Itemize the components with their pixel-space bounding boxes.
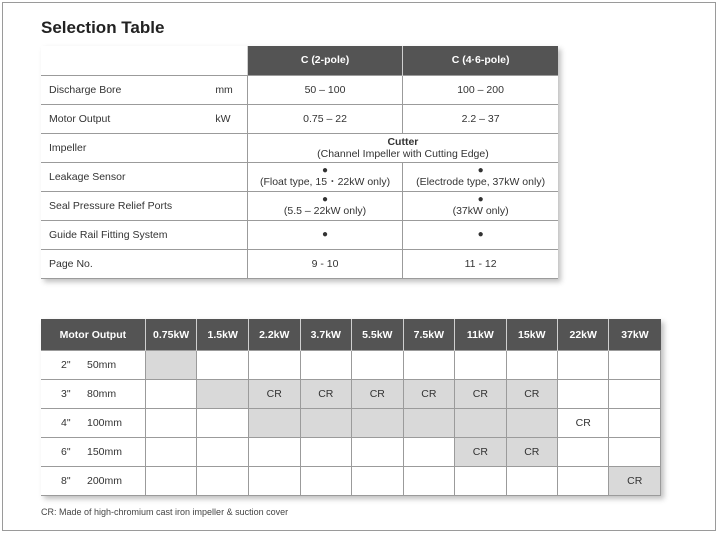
availability-cell: CR [248, 380, 300, 409]
availability-cell [455, 409, 506, 438]
bore-row [41, 409, 661, 438]
availability-cell [558, 438, 609, 467]
row-unit [209, 191, 247, 220]
bore-inch: 6" [61, 446, 71, 458]
bullet-icon: ● [477, 164, 484, 176]
availability-cell [352, 467, 404, 496]
bullet-icon: ● [322, 193, 329, 205]
availability-cell: CR [455, 438, 506, 467]
value-text: 0.75 – 22 [303, 112, 347, 125]
value-cell [247, 162, 402, 191]
value-cell [247, 249, 402, 278]
row-label: Leakage Sensor [41, 162, 209, 191]
value-text: 11 - 12 [464, 257, 497, 270]
bore-row [41, 351, 661, 380]
output-col-header: 22kW [558, 319, 609, 351]
value-cell [403, 104, 558, 133]
availability-cell [145, 409, 197, 438]
availability-cell [558, 351, 609, 380]
impeller-cell [247, 133, 558, 162]
selection-table [41, 46, 558, 279]
output-col-header: 15kW [506, 319, 557, 351]
bore-mm: 50mm [87, 359, 117, 371]
selection-row [41, 133, 558, 162]
availability-cell [558, 467, 609, 496]
availability-cell: CR [506, 380, 557, 409]
availability-cell: CR [609, 467, 661, 496]
availability-cell [248, 351, 300, 380]
availability-cell [352, 409, 404, 438]
availability-cell: CR [506, 438, 557, 467]
availability-cell [197, 467, 249, 496]
selection-row [41, 104, 558, 133]
availability-cell [300, 438, 352, 467]
row-label: Discharge Bore [41, 75, 209, 104]
availability-cell [558, 380, 609, 409]
availability-cell [403, 467, 455, 496]
bullet-icon: ● [322, 228, 329, 240]
value-text: (5.5 – 22kW only) [283, 204, 367, 217]
availability-cell: CR [300, 380, 352, 409]
bullet-icon: ● [477, 193, 484, 205]
bore-inch: 4" [61, 417, 71, 429]
bore-label [41, 438, 145, 467]
availability-cell [145, 467, 197, 496]
row-unit [209, 220, 247, 249]
value-text: 100 – 200 [457, 83, 504, 96]
availability-cell: CR [403, 380, 455, 409]
bore-label [41, 380, 145, 409]
value-text: (37kW only) [452, 204, 509, 217]
footnote: CR: Made of high-chromium cast iron impeller & suction cover [41, 507, 289, 517]
selection-row [41, 75, 558, 104]
availability-cell [455, 467, 506, 496]
availability-cell [145, 438, 197, 467]
bore-mm: 80mm [87, 388, 117, 400]
bore-inch: 2" [61, 359, 71, 371]
availability-cell [403, 438, 455, 467]
availability-cell [403, 409, 455, 438]
bullet-icon: ● [322, 164, 329, 176]
selection-row [41, 162, 558, 191]
value-text: 9 - 10 [311, 257, 339, 270]
impeller-desc: (Channel Impeller with Cutting Edge) [317, 147, 489, 160]
bullet-icon: ● [477, 228, 484, 240]
availability-cell [609, 351, 661, 380]
availability-cell [506, 409, 557, 438]
output-col-header: 0.75kW [145, 319, 197, 351]
bore-label [41, 467, 145, 496]
bore-row [41, 467, 661, 496]
availability-cell [197, 380, 249, 409]
availability-cell [145, 380, 197, 409]
availability-cell [352, 438, 404, 467]
selection-row [41, 191, 558, 220]
availability-cell [506, 351, 557, 380]
value-cell [247, 220, 402, 249]
row-unit [209, 249, 247, 278]
value-cell [403, 220, 558, 249]
bore-mm: 150mm [87, 446, 123, 458]
value-text: 2.2 – 37 [461, 112, 500, 125]
availability-cell [145, 351, 197, 380]
bore-row [41, 380, 661, 409]
bore-mm: 200mm [87, 475, 123, 487]
availability-cell: CR [455, 380, 506, 409]
row-label: Guide Rail Fitting System [41, 220, 209, 249]
selection-row [41, 220, 558, 249]
value-cell [403, 249, 558, 278]
value-cell [247, 104, 402, 133]
impeller-type: Cutter [387, 135, 419, 148]
value-cell [403, 162, 558, 191]
output-col-header: 11kW [455, 319, 506, 351]
bore-mm: 100mm [87, 417, 123, 429]
row-unit: kW [209, 104, 247, 133]
availability-cell [300, 351, 352, 380]
motor-output-header: Motor Output [41, 319, 145, 351]
row-unit: mm [209, 75, 247, 104]
availability-cell [300, 467, 352, 496]
output-col-header: 3.7kW [300, 319, 352, 351]
availability-cell [455, 351, 506, 380]
availability-cell [609, 409, 661, 438]
page-title: Selection Table [41, 18, 165, 37]
row-label: Impeller [41, 133, 209, 162]
output-col-header: 5.5kW [352, 319, 404, 351]
row-unit [209, 162, 247, 191]
availability-cell [197, 409, 249, 438]
output-col-header: 2.2kW [248, 319, 300, 351]
row-label: Seal Pressure Relief Ports [41, 191, 209, 220]
availability-cell [248, 467, 300, 496]
availability-cell [197, 438, 249, 467]
bore-inch: 8" [61, 475, 71, 487]
availability-cell [352, 351, 404, 380]
output-col-header: 1.5kW [197, 319, 249, 351]
bore-label [41, 409, 145, 438]
value-cell [247, 75, 402, 104]
availability-cell [197, 351, 249, 380]
value-text: 50 – 100 [304, 83, 346, 96]
value-text: (Float type, 15・22kW only) [259, 175, 391, 188]
value-text: (Electrode type, 37kW only) [416, 175, 546, 188]
row-unit [209, 133, 247, 162]
row-label: Motor Output [41, 104, 209, 133]
output-col-header: 37kW [609, 319, 661, 351]
availability-cell [403, 351, 455, 380]
motor-output-table [41, 319, 661, 496]
bore-label [41, 351, 145, 380]
selection-row [41, 249, 558, 278]
col-header-4-6-pole: C (4·6-pole) [403, 46, 558, 75]
bore-inch: 3" [61, 388, 71, 400]
availability-cell [506, 467, 557, 496]
value-cell [403, 75, 558, 104]
bore-row [41, 438, 661, 467]
availability-cell [300, 409, 352, 438]
output-col-header: 7.5kW [403, 319, 455, 351]
availability-cell [609, 438, 661, 467]
availability-cell: CR [352, 380, 404, 409]
value-cell [247, 191, 402, 220]
availability-cell [248, 409, 300, 438]
availability-cell [248, 438, 300, 467]
availability-cell: CR [558, 409, 609, 438]
row-label: Page No. [41, 249, 209, 278]
value-cell [403, 191, 558, 220]
col-header-2-pole: C (2-pole) [247, 46, 402, 75]
availability-cell [609, 380, 661, 409]
